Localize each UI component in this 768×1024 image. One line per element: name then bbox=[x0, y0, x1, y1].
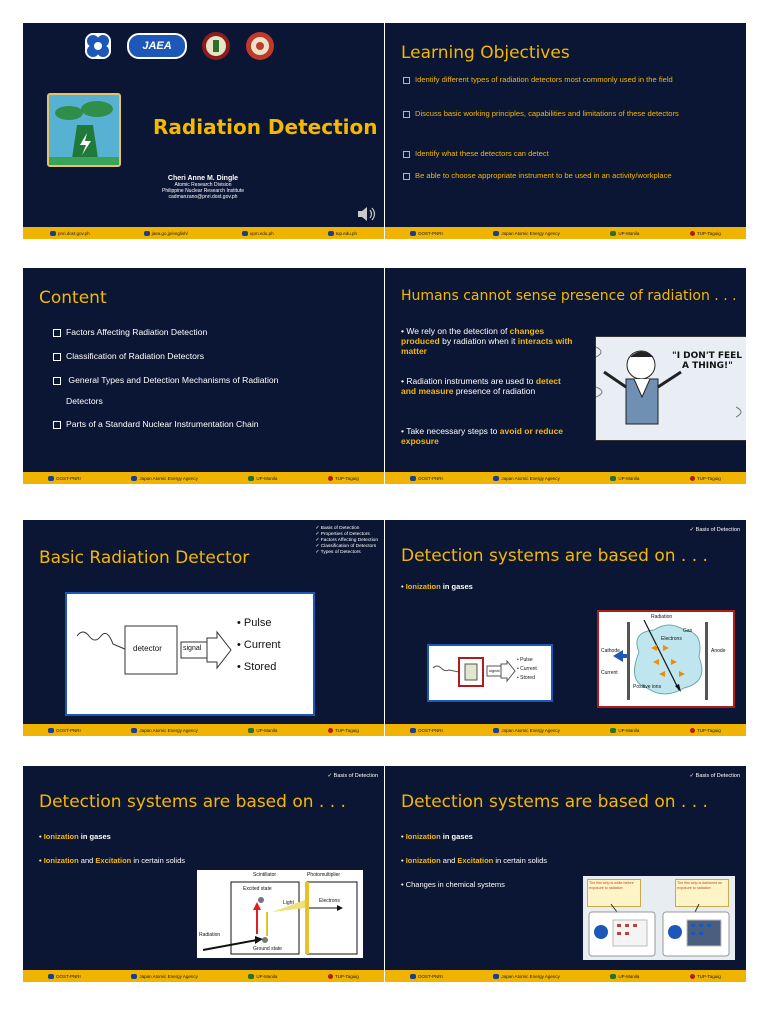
slide-content[interactable] bbox=[23, 268, 384, 484]
tup-icon bbox=[690, 231, 695, 236]
objective-item: Discuss basic working principles, capabilities and limitations of these detectors bbox=[415, 109, 715, 119]
output-pulse: • Pulse bbox=[237, 617, 272, 629]
content-item: Factors Affecting Radiation Detection bbox=[53, 326, 207, 338]
deck-title: Radiation Detection bbox=[153, 115, 378, 139]
bullet: • Ionization in gases bbox=[39, 832, 111, 841]
content-item: General Types and Detection Mechanisms of Radiation bbox=[53, 374, 278, 386]
slide-footer: DOST-PNRI Japan Atomic Energy Agency UP-Manila TUP-Taguig bbox=[385, 724, 746, 736]
jaea-logo: JAEA bbox=[127, 33, 187, 59]
objective-item: Be able to choose appropriate instrument to be used in an activity/workplace bbox=[415, 171, 715, 181]
ion-chamber-schematic bbox=[599, 612, 733, 706]
slide-footer bbox=[23, 227, 384, 239]
objective-item: Identify what these detectors can detect bbox=[415, 149, 715, 159]
globe-icon bbox=[50, 231, 56, 236]
content-item: Parts of a Standard Nuclear Instrumentation Chain bbox=[53, 418, 259, 430]
footer-link[interactable]: jaea.go.jp/english/ bbox=[144, 231, 188, 236]
detector-diagram: detector signal • Pulse • Current • Stored bbox=[65, 592, 315, 716]
content-item: Classification of Radiation Detectors bbox=[53, 350, 204, 362]
slide-title: Humans cannot sense presence of radiation . . . bbox=[401, 288, 737, 304]
author-email: cadmanzano@pnri.dost.gov.ph bbox=[168, 194, 238, 200]
checkbox-icon bbox=[53, 329, 61, 337]
footer-link[interactable]: tup.edu.ph bbox=[328, 231, 357, 236]
bullet: • Ionization and Excitation in certain solids bbox=[39, 856, 186, 865]
content-item-cont: Detectors bbox=[66, 396, 103, 406]
callout-note: The film strip is white before exposure to radiation bbox=[587, 879, 641, 907]
output-stored: • Stored bbox=[237, 661, 277, 673]
bullet: • We rely on the detection of changes produced by radiation when it interacts with matter bbox=[401, 326, 573, 356]
bullet: • Ionization in gases bbox=[401, 832, 473, 841]
checkbox-icon bbox=[403, 173, 410, 180]
mini-detector-diagram: signal • Pulse • Current • Stored bbox=[427, 644, 553, 702]
bullet: • Ionization and Excitation in certain solids bbox=[401, 856, 548, 865]
scintillator-diagram: Scintillator Photomultiplier Excited state Light Electrons Radiation Ground state bbox=[197, 870, 363, 958]
logo-row bbox=[83, 31, 275, 61]
slide-detection-gases[interactable] bbox=[385, 520, 746, 736]
footer-link[interactable]: upm.edu.ph bbox=[242, 231, 274, 236]
checkbox-icon bbox=[53, 377, 61, 385]
slide-title: Learning Objectives bbox=[401, 43, 570, 63]
checkbox-icon bbox=[403, 77, 410, 84]
slide-title: Detection systems are based on . . . bbox=[401, 546, 708, 566]
radiation-illustration bbox=[47, 93, 121, 167]
bullet: • Ionization in gases bbox=[401, 582, 473, 591]
slide-title: Detection systems are based on . . . bbox=[401, 792, 708, 812]
bullet: • Radiation instruments are used to detect and measure presence of radiation bbox=[401, 376, 561, 396]
author-line: Philippine Nuclear Research Institute bbox=[162, 188, 244, 194]
footer-link[interactable]: pnri.dost.gov.ph bbox=[50, 231, 90, 236]
author-line: Atomic Research Division bbox=[174, 182, 232, 188]
slide-footer: DOST-PNRI Japan Atomic Energy Agency UP-Manila TUP-Taguig bbox=[23, 724, 384, 736]
speaker-icon[interactable] bbox=[356, 205, 378, 223]
slide-basic-detector[interactable] bbox=[23, 520, 384, 736]
checkbox-icon bbox=[53, 421, 61, 429]
slide-footer: DOST-PNRI Japan Atomic Energy Agency UP-Manila TUP-Taguig bbox=[23, 970, 384, 982]
author-name: Cheri Anne M. Dingle bbox=[167, 175, 239, 182]
output-current: • Current bbox=[237, 639, 281, 651]
topic-checklist: ✓ Basis of Detection bbox=[690, 773, 740, 779]
film-badge-icon bbox=[583, 876, 735, 960]
bullet: • Changes in chemical systems bbox=[401, 880, 505, 889]
globe-icon bbox=[144, 231, 150, 236]
upm-icon bbox=[610, 231, 616, 236]
dost-icon bbox=[410, 231, 416, 236]
slide-title[interactable] bbox=[23, 23, 384, 239]
slide-learning-objectives[interactable] bbox=[385, 23, 746, 239]
slide-footer: DOST-PNRI Japan Atomic Energy Agency UP-Manila TUP-Taguig bbox=[23, 472, 384, 484]
slide-footer: DOST-PNRI Japan Atomic Energy Agency UP-Manila TUP-Taguig bbox=[385, 970, 746, 982]
checkbox-icon bbox=[403, 151, 410, 158]
objective-item: Identify different types of radiation detectors most commonly used in the field bbox=[415, 75, 715, 85]
checkbox-icon bbox=[403, 111, 410, 118]
upm-seal bbox=[201, 31, 231, 61]
globe-icon bbox=[328, 231, 334, 236]
slide-humans-cannot-sense[interactable] bbox=[385, 268, 746, 484]
slide-title: Detection systems are based on . . . bbox=[39, 792, 346, 812]
slide-detection-solids[interactable] bbox=[23, 766, 384, 982]
globe-icon bbox=[242, 231, 248, 236]
cartoon-caption: "I DON'T FEEL A THING!" bbox=[672, 351, 743, 371]
dost-logo bbox=[83, 31, 113, 61]
slide-title: Basic Radiation Detector bbox=[39, 548, 250, 568]
jaea-icon bbox=[493, 231, 499, 236]
bullet: • Take necessary steps to avoid or reduce exposure bbox=[401, 426, 564, 446]
film-badge-photo bbox=[583, 876, 735, 960]
topic-checklist: ✓ Basis of Detection ✓ Properties of Detectors ✓ Factors Affecting Detection ✓ Classification of Detectors ✓ Types of Detectors bbox=[315, 526, 378, 556]
scintillator-schematic bbox=[197, 870, 363, 958]
topic-checklist: ✓ Basis of Detection bbox=[690, 527, 740, 533]
author-block bbox=[118, 175, 288, 200]
slide-footer: DOST-PNRI Japan Atomic Energy Agency UP-Manila TUP-Taguig bbox=[385, 472, 746, 484]
tup-seal bbox=[245, 31, 275, 61]
topic-checklist: ✓ Basis of Detection bbox=[328, 773, 378, 779]
slide-detection-chemical[interactable] bbox=[385, 766, 746, 982]
slide-footer: DOST-PNRI Japan Atomic Energy Agency UP-Manila TUP-Taguig bbox=[385, 227, 746, 239]
checkbox-icon bbox=[53, 353, 61, 361]
callout-note: The film strip is darkened on exposure to radiation bbox=[675, 879, 729, 907]
tower-icon bbox=[49, 95, 119, 165]
slide-title: Content bbox=[39, 288, 107, 308]
cartoon-man bbox=[595, 336, 746, 441]
ion-chamber-diagram: Radiation Gas Electrons Cathode Anode Current Positive ions bbox=[597, 610, 735, 708]
